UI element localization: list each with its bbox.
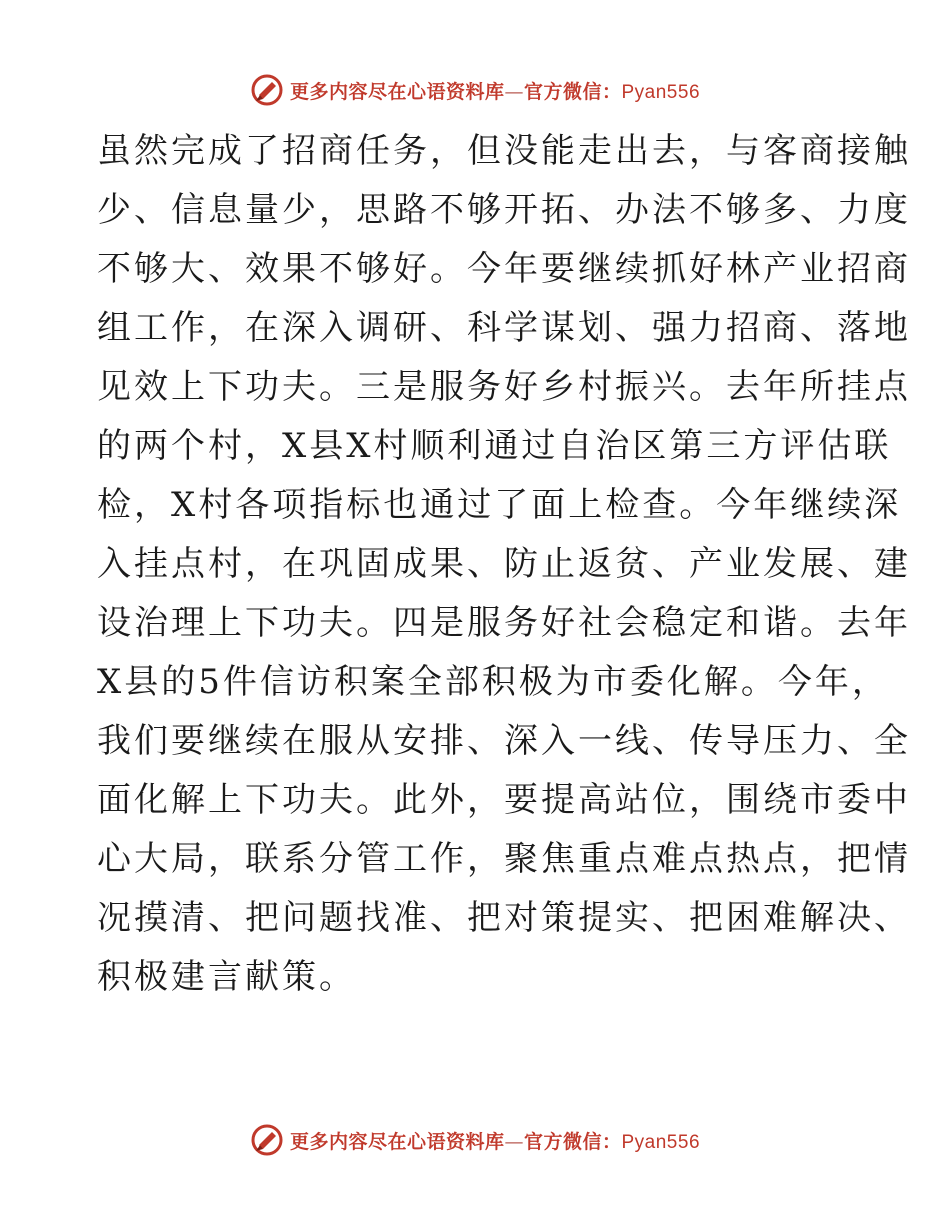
body-line: 积极建言献策。: [97, 957, 356, 997]
body-line: 见效上下功夫。三是服务好乡村振兴。去年所挂点: [97, 367, 911, 407]
watermark-logo-icon: [250, 1123, 284, 1157]
body-line: 设治理上下功夫。四是服务好社会稳定和谐。去年: [97, 603, 911, 643]
body-line: 虽然完成了招商任务，但没能走出去，与客商接触: [97, 131, 911, 171]
watermark-title: 更多内容尽在心语资料库: [289, 80, 505, 103]
body-line: 况摸清、把问题找准、把对策提实、把困难解决、: [97, 898, 911, 938]
watermark-title: 更多内容尽在心语资料库: [289, 1130, 505, 1153]
watermark-label: 官方微信：: [523, 1130, 622, 1153]
watermark-label: 官方微信：: [523, 80, 622, 103]
watermark-text: [290, 1127, 700, 1154]
watermark-text: [290, 77, 700, 104]
body-line: 心大局，联系分管工作，聚焦重点难点热点，把情: [97, 839, 911, 879]
body-line: 的两个村，X县X村顺利通过自治区第三方评估联: [97, 426, 892, 466]
watermark-separator: —: [504, 80, 524, 103]
body-line: 我们要继续在服从安排、深入一线、传导压力、全: [97, 721, 911, 761]
body-line: 不够大、效果不够好。今年要继续抓好林产业招商: [97, 249, 911, 289]
watermark-id: Pyan556: [621, 81, 701, 103]
watermark-separator: —: [504, 1130, 524, 1153]
body-line: 面化解上下功夫。此外，要提高站位，围绕市委中: [97, 780, 911, 820]
body-line: 组工作，在深入调研、科学谋划、强力招商、落地: [97, 308, 911, 348]
header-watermark: [0, 72, 950, 108]
body-line: X县的5件信访积案全部积极为市委化解。今年，: [97, 662, 889, 702]
body-line: 少、信息量少，思路不够开拓、办法不够多、力度: [97, 190, 911, 230]
watermark-id: Pyan556: [621, 1131, 701, 1153]
footer-watermark: [0, 1122, 950, 1158]
document-body: [97, 122, 911, 1007]
body-line: 检，X村各项指标也通过了面上检查。今年继续深: [97, 485, 902, 525]
body-line: 入挂点村，在巩固成果、防止返贫、产业发展、建: [97, 544, 911, 584]
watermark-logo-icon: [250, 73, 284, 107]
